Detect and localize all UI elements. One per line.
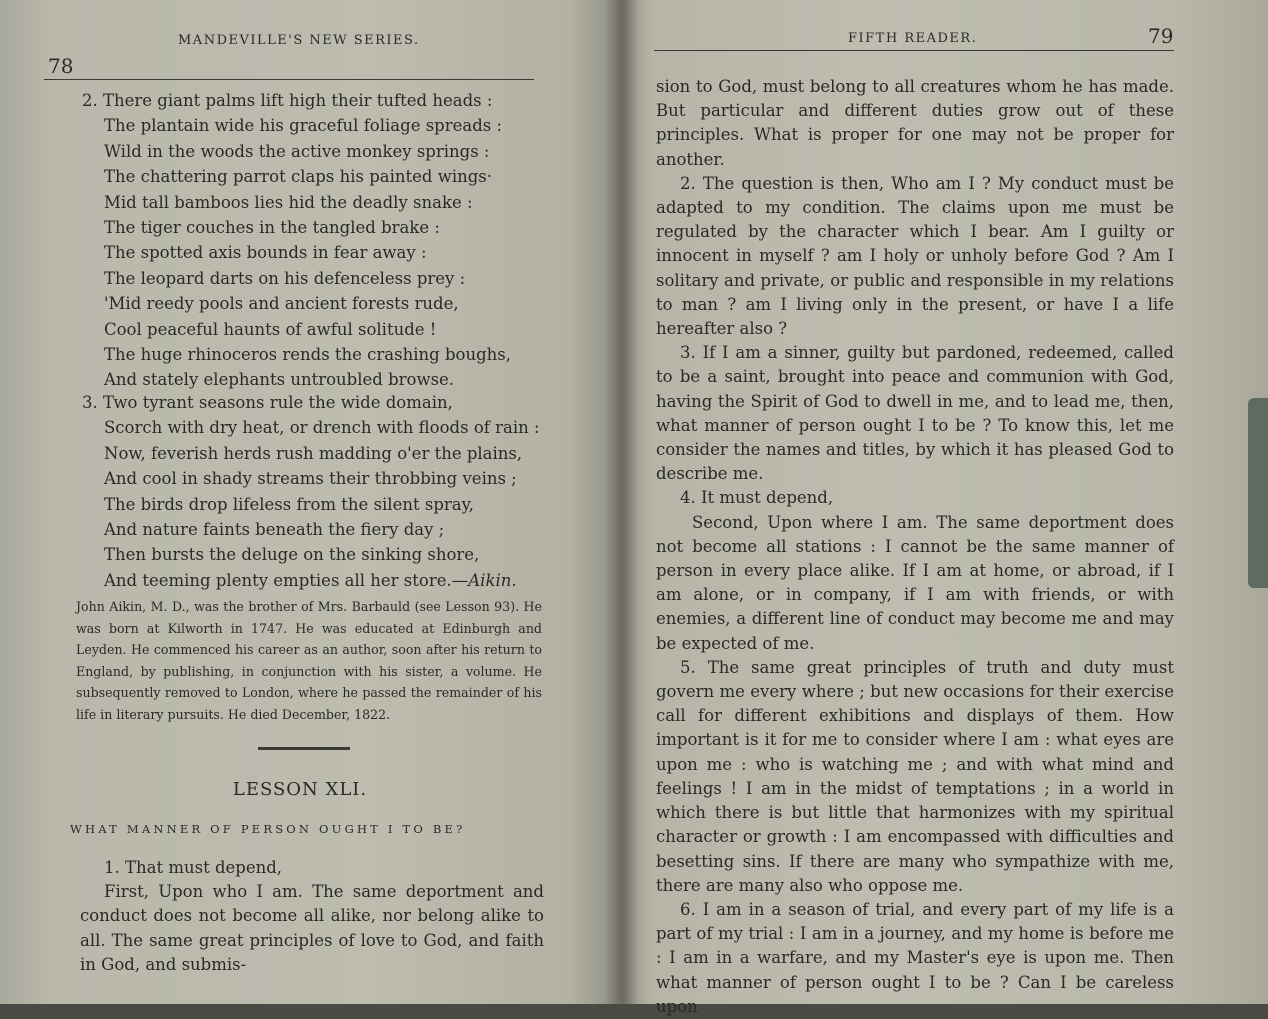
footnote [76,596,542,725]
poem-line: The leopard darts on his defenceless prey : [104,268,466,288]
poem-line: Scorch with dry heat, or drench with floods of rain : [104,418,540,438]
poem-line: 2. There giant palms lift high their tufted heads : [82,91,493,110]
running-head: FIFTH READER. [848,31,978,46]
paragraph: 3. If I am a sinner, guilty but pardoned, redeemed, called to be a saint, brought into peace and communion with God, having the Spirit of God to dwell in me, and to lead me, then, what manner of person ought I to be ? To know this, let me consider the names and titles, by which it has pleased God to describe me. [656,343,1174,484]
poem-stanza-2 [82,88,552,393]
header-rule [654,50,1174,51]
paragraph: 4. It must depend, [680,488,834,508]
poem-line: The chattering parrot claps his painted wings· [104,167,493,187]
poem-line: Wild in the woods the active monkey springs : [104,141,490,161]
footnote-text: John Aikin, M. D., was the brother of Mrs. Barbauld (see Lesson 93). He was born at Kilworth in 1747. He was educated at Edinburgh and Leyden. He commenced his career as an author, soon after his return to England, by publishing, in conjunction with his sister, a volume. He subsequently removed to London, where he passed the remainder of his life in literary pursuits. He died December, 1822. [76,599,542,722]
paragraph: 2. The question is then, Who am I ? My conduct must be adapted to my condition. The claims upon me must be regulated by the character which I bear. Am I guilty or innocent in myself ? am I holy or unholy before God ? Am I solitary and private, or public and responsible in my relations to man ? am I living only in the present, or have I a life hereafter also ? [656,173,1174,339]
left-page [0,0,620,1004]
paragraph: sion to God, must belong to all creatures whom he has made. But particular and different duties grow out of these principles. What is proper for one may not be proper for another. [656,77,1174,169]
poem-line: The birds drop lifeless from the silent spray, [104,494,474,514]
poem-line: The spotted axis bounds in fear away : [104,243,427,263]
running-head: MANDEVILLE'S NEW SERIES. [178,33,420,48]
paragraph: 6. I am in a season of trial, and every part of my life is a part of my trial : I am in a journey, and my home is before me : I am in a warfare, and my Master's eye is upon me. Then what manner of person ought I to be ? Can I be careless upon [656,899,1174,1016]
right-page [620,0,1268,1016]
poem-stanza-3 [82,390,552,593]
paragraph: Second, Upon where I am. The same deportment does not become all stations : I cannot be the same manner of person in every place alike. If I am at home, or abroad, if I am alone, or in company, if I am with friends, or with enemies, a different line of conduct may become me and may be expected of me. [656,512,1174,653]
lesson-title: LESSON XLI. [232,779,368,800]
poem-line: Then bursts the deluge on the sinking shore, [104,545,480,565]
poem-line: Cool peaceful haunts of awful solitude ! [104,319,437,339]
paragraph: 1. That must depend, [104,858,283,877]
page-number: 79 [1148,24,1174,48]
header-rule [44,79,534,80]
poem-line-last [82,568,552,593]
poem-line: The plantain wide his graceful foliage spreads : [104,116,503,136]
poem-line: Mid tall bamboos lies hid the deadly snake : [104,192,473,212]
poem-line-text: And teeming plenty empties all her store.— [104,570,469,590]
poem-line: 'Mid reedy pools and ancient forests rude, [104,294,459,314]
poem-line: And nature faints beneath the fiery day ; [104,520,445,540]
attribution: Aikin. [468,570,517,590]
poem-line: Now, feverish herds rush madding o'er the plains, [104,443,523,463]
book-gutter [604,0,638,1004]
paragraph: First, Upon who I am. The same deportment and conduct does not become all alike, nor belong alike to all. The same great principles of love to God, and faith in God, and submis- [80,882,544,974]
poem-line: And cool in shady streams their throbbing veins ; [104,469,517,489]
paragraph: 5. The same great principles of truth and duty must govern me every where ; but new occasions for their exercise call for different exhibitions and displays of them. How important is it for me to consider where I am : what eyes are upon me : who is watching me ; and with what mind and feelings ! I am in the midst of temptations ; in a world in which there is but little that harmonizes with my spiritual character or growth : I am encompassed with difficulties and besetting sins. If there are many who sympathize with me, there are many also who oppose me. [656,657,1174,895]
poem-line: The huge rhinoceros rends the crashing boughs, [104,345,511,365]
section-divider [258,747,350,750]
poem-line: And stately elephants untroubled browse. [104,370,455,390]
poem-line: The tiger couches in the tangled brake : [104,218,440,238]
lesson-subtitle: WHAT MANNER OF PERSON OUGHT I TO BE? [70,822,466,836]
lesson-body [80,856,544,977]
page-body [656,75,1174,1019]
bookmark-tab [1248,398,1268,588]
page-number: 78 [48,54,74,78]
poem-line: 3. Two tyrant seasons rule the wide domain, [82,393,453,412]
